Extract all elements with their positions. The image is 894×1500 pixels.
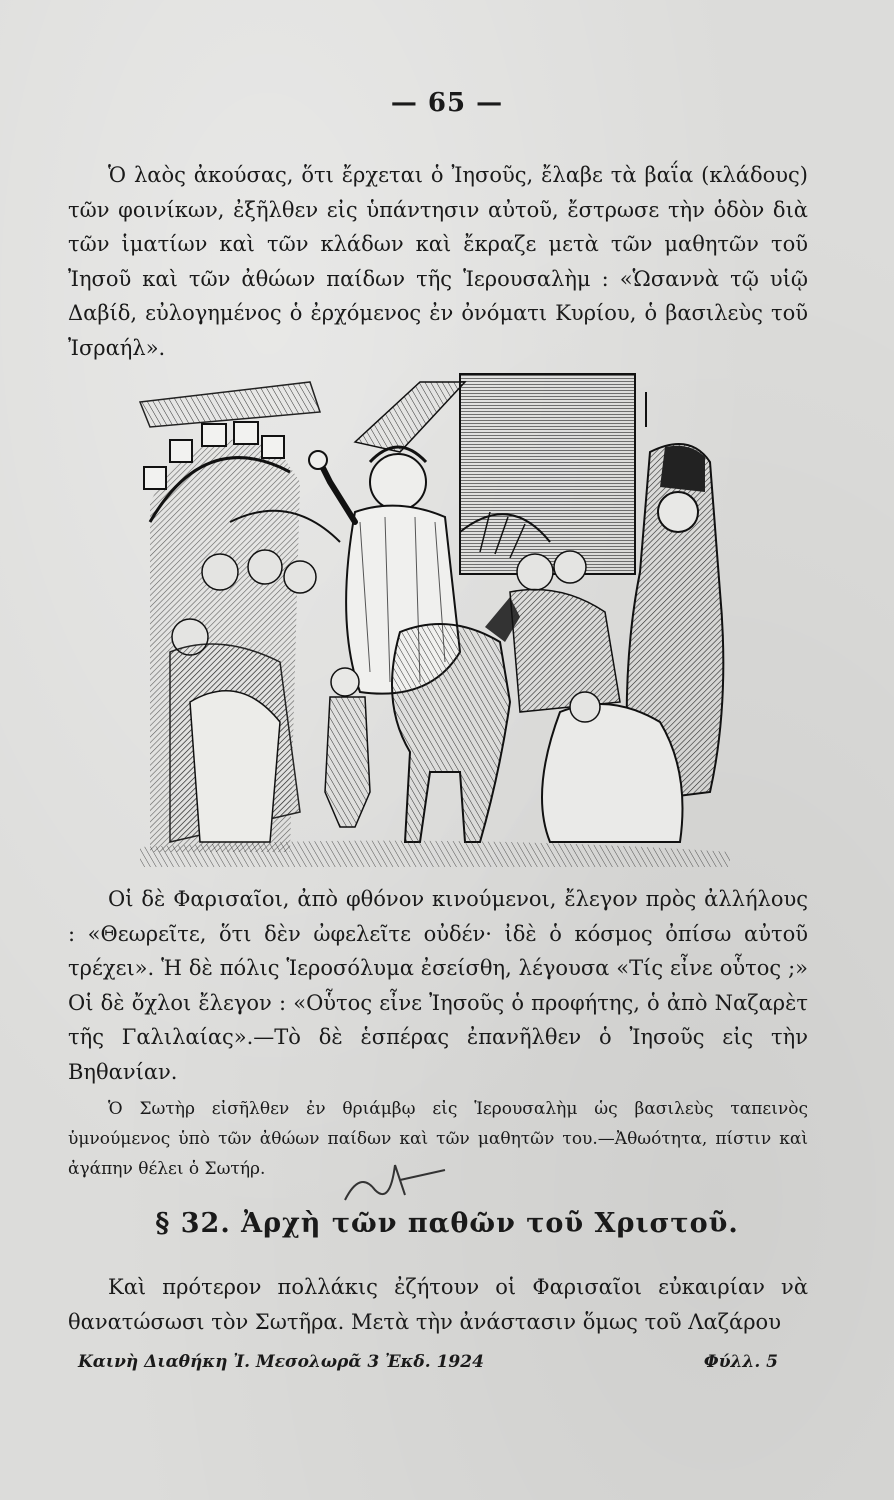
summary-note: Ὁ Σωτὴρ εἰσῆλθεν ἐν θριάμβῳ εἰς Ἱερουσαλὴμ ὡς βασιλεὺς ταπεινὸς ὑμνούμενος ὑπὸ τῶν ἀθώων παίδων καὶ τῶν μαθητῶν του.—Ἀθωότητα, πίστιν καὶ ἀγάπην θέλει ὁ Σωτήρ.	[68, 1099, 808, 1179]
engraving-illustration-icon	[130, 372, 734, 867]
footer-imprint: Καινὴ Διαθήκη Ἰ. Μεσολωρᾶ 3 Ἐκδ. 1924	[78, 1352, 484, 1372]
section-heading: § 32. Ἀρχὴ τῶν παθῶν τοῦ Χριστοῦ.	[155, 1208, 739, 1239]
paragraph-pharisees: Οἱ δὲ Φαρισαῖοι, ἀπὸ φθόνον κινούμενοι, ἔλεγον πρὸς ἀλλήλους : «Θεωρεῖτε, ὅτι δὲν ὠφελεῖτε οὐδέν· ἰδὲ ὁ κόσμος ὀπίσω αὐτοῦ τρέχει». Ἡ δὲ πόλις Ἱεροσόλυμα ἐσείσθη, λέγουσα «Τίς εἶνε οὗτος ;» Οἱ δὲ ὄχλοι ἔλεγον : «Οὗτος εἶνε Ἰησοῦς ὁ προφήτης, ὁ ἀπὸ Ναζαρὲτ τῆς Γαλιλαίας».—Τὸ δὲ ἑσπέρας ἐπανῆλθεν ὁ Ἰησοῦς εἰς τὴν Βηθανίαν.	[68, 887, 808, 1084]
paragraph-entry-crowd: Ὁ λαὸς ἀκούσας, ὅτι ἔρχεται ὁ Ἰησοῦς, ἔλαβε τὰ βαΐα (κλάδους) τῶν φοινίκων, ἐξῆλθεν εἰς ὑπάντησιν αὐτοῦ, ἔστρωσε τὴν ὁδὸν διὰ τῶν ἱματίων καὶ τῶν κλάδων καὶ ἔκραζε μετὰ τῶν μαθητῶν τοῦ Ἰησοῦ καὶ τῶν ἀθώων παίδων τῆς Ἱερουσαλὴμ : «Ὡσαννὰ τῷ υἱῷ Δαβίδ, εὐλογημένος ὁ ἐρχόμενος ἐν ὀνόματι Κυρίου, ὁ βασιλεὺς τοῦ Ἰσραήλ».	[68, 163, 808, 360]
paragraph-section-32: Καὶ πρότερον πολλάκις ἐζήτουν οἱ Φαρισαῖοι εὐκαιρίαν νὰ θανατώσωσι τὸν Σωτῆρα. Μετὰ τὴν ἀνάστασιν ὅμως τοῦ Λαζάρου	[68, 1275, 808, 1334]
footer-sheet-number: Φύλλ. 5	[703, 1352, 778, 1372]
handwritten-mark-icon	[335, 1150, 455, 1210]
page-number: — 65 —	[390, 88, 504, 118]
